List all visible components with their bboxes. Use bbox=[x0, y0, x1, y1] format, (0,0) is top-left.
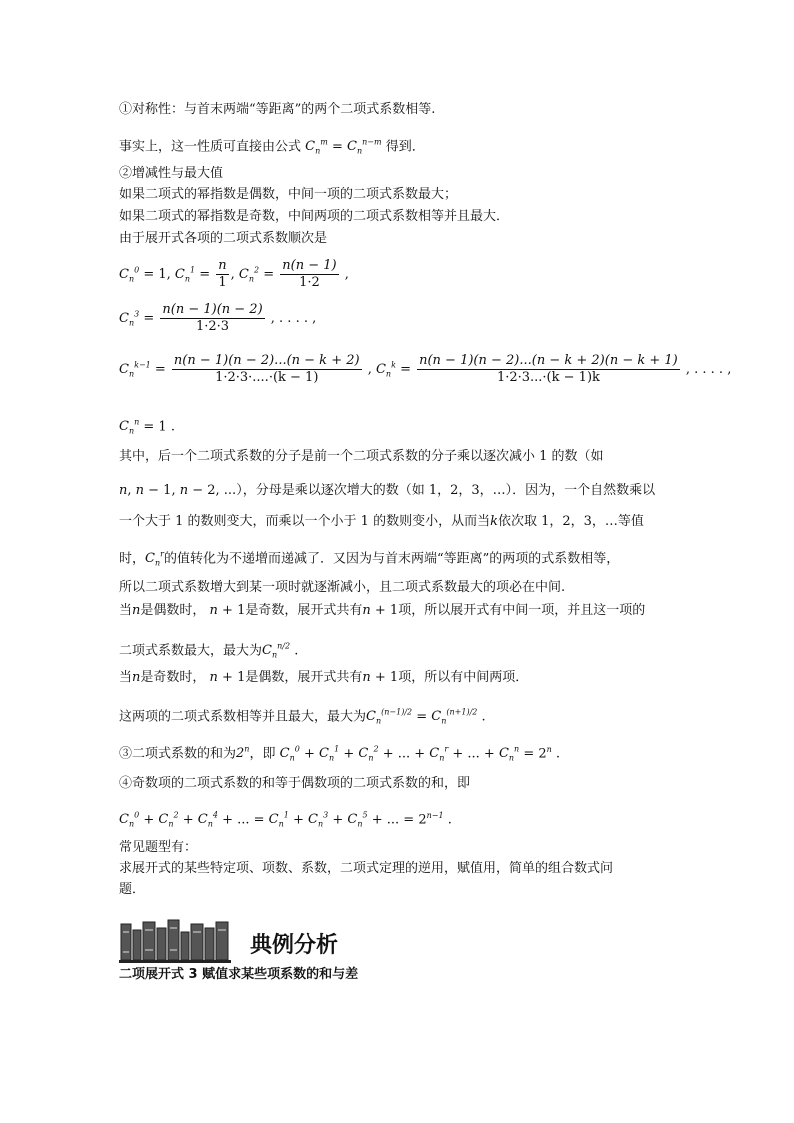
explanation-line-4: 时，$C_n^r$的值转化为不递增而递减了．又因为与首末两端“等距离”的两项的式系数相等， bbox=[119, 550, 620, 568]
symmetry-proof: 事实上，这一性质可直接由公式 $C_n^m = C_n^{n-m}$ 得到． bbox=[119, 138, 425, 156]
common-types-line-2: 题． bbox=[119, 882, 146, 897]
common-types-line-1: 求展开式的某些特定项、项数、系数，二项式定理的逆用，赋值用，简单的组合数式问 bbox=[119, 861, 614, 876]
formula-c3: $C_n^3$ = $\frac{n(n - 1)(n - 2)}{1\cdot 2\cdot 3}$ , . . . . , bbox=[119, 302, 317, 334]
formula-ck: $C_n^{k-1}$ = $\frac{n(n - 1)(n - 2)...(n - k + 2)}{1\cdot 2\cdot 3\cdot....\cdot(k - 1)}$ , $C_n^k$ = $\frac{n(n - 1)(n - 2)...(n - k + 2)(n - k + 1)}{1\cdot 2\cdot 3...\cdot(k - 1)k}$ , . . . . , bbox=[119, 353, 732, 385]
odd-exponent-rule: 如果二项式的幂指数是奇数，中间两项的二项式系数相等并且最大． bbox=[119, 209, 510, 224]
explanation-line-5: 所以二项式系数增大到某一项时就逐渐减小，且二项式系数最大的项必在中间. bbox=[119, 580, 566, 595]
odd-case-line: 当n是奇数时， n + 1是偶数，展开式共有n + 1项，所以有中间两项． bbox=[119, 670, 529, 685]
odd-case-max: 这两项的二项式系数相等并且最大，最大为$C_n^{(n-1)/2} = C_n^{(n+1)/2}$ . bbox=[119, 708, 486, 726]
common-types-heading: 常见题型有： bbox=[119, 840, 198, 855]
formula-c0-c2: $C_n^0 = 1$, $C_n^1$ = $\frac{n}{1}$ , $C_n^2$ = $\frac{n(n - 1)}{1\cdot 2}$ , bbox=[119, 258, 349, 290]
property-symmetry: ①对称性：与首末两端“等距离”的两个二项式系数相等. bbox=[119, 102, 436, 117]
sequence-intro: 由于展开式各项的二项式系数顺次是 bbox=[119, 231, 328, 246]
even-case-max: 二项式系数最大，最大为$C_n^{n/2}$ . bbox=[119, 642, 299, 660]
explanation-line-2: n, n − 1, n − 2, ...），分母是乘以逐次增大的数（如 1，2，3，…）．因为，一个自然数乘以 bbox=[119, 483, 656, 498]
explanation-line-3: 一个大于 1 的数则变大，而乘以一个小于 1 的数则变小，从而当k依次取 1，2，3，…等值 bbox=[119, 514, 644, 529]
sum-property: ③二项式系数的和为2$^n$，即 $C_n^0 + C_n^1 + C_n^2$ + ... + $C_n^r$ + ... + $C_n^n = 2^n$ . bbox=[119, 745, 561, 763]
banner-title: 典例分析 bbox=[250, 933, 339, 958]
odd-even-formula: $C_n^0 + C_n^2 + C_n^4$ + ... = $C_n^1 + C_n^3 + C_n^5$ + ... = $2^{n-1}$ . bbox=[119, 811, 452, 829]
section-label: 二项展开式 3 赋值求某些项系数的和与差 bbox=[119, 967, 359, 982]
even-case-line: 当n是偶数时， n + 1是奇数，展开式共有n + 1项，所以展开式有中间一项，并且这一项的 bbox=[119, 603, 646, 618]
odd-even-property: ④奇数项的二项式系数的和等于偶数项的二项式系数的和，即 bbox=[119, 776, 471, 791]
property-monotonic-heading: ②增减性与最大值 bbox=[119, 166, 224, 181]
formula-cn: $C_n^n = 1$ . bbox=[119, 418, 175, 436]
even-exponent-rule: 如果二项式的幂指数是偶数，中间一项的二项式系数最大； bbox=[119, 187, 458, 202]
explanation-line-1: 其中，后一个二项式系数的分子是前一个二项式系数的分子乘以逐次减小 1 的数（如 bbox=[119, 449, 604, 464]
